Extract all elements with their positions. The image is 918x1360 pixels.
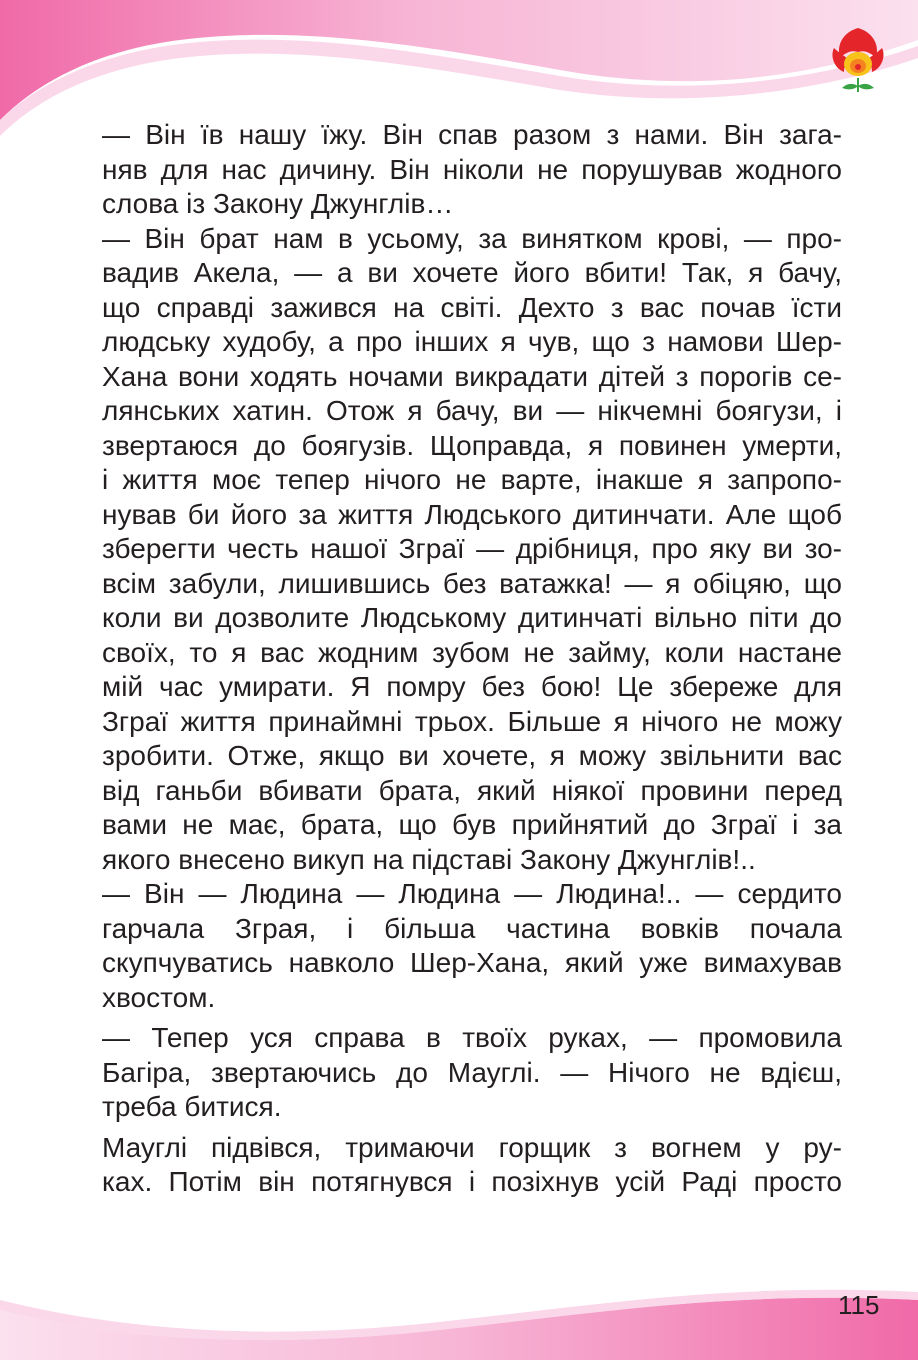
text-line: зберегти честь нашої Зграї — дрібниця, про яку ви зо-: [102, 533, 842, 564]
text-line: — Тепер уся справа в твоїх руках, — промовила: [102, 1022, 842, 1053]
text-line: людську худобу, а про інших я чув, що з намови Шер-: [102, 326, 842, 357]
text-line: і життя моє тепер нічого не варте, інакше я запропо-: [102, 464, 842, 495]
paragraph-5: [74, 1131, 842, 1200]
text-line: від ганьби вбивати брата, який ніякої провини перед: [102, 774, 842, 806]
page-number: 115: [838, 1290, 880, 1320]
text-line: мій час умирати. Я помру без бою! Це збереже для: [102, 671, 842, 702]
text-line: Зграї життя принаймні трьох. Більше я нічого не можу: [102, 705, 842, 737]
text-line: — Він — Людина — Людина — Людина!.. — сердито: [102, 878, 842, 909]
text-line: Хана вони ходять ночами викрадати дітей з порогів се-: [102, 360, 842, 392]
text-line: зробити. Отже, якщо ви хочете, я можу звільнити вас: [102, 740, 842, 771]
text-line: коли ви дозволите Людському дитинчаті вільно піти до: [102, 602, 842, 633]
text-line: Багіра, звертаючись до Мауглі. — Нічого не вдієш,: [102, 1056, 842, 1088]
text-line: лянських хатин. Отож я бачу, ви — нікчемні боягузи, і: [102, 395, 842, 426]
text-line: скупчуватись навколо Шер-Хана, який уже вимахував: [102, 947, 842, 978]
text-line: ках. Потім він потягнувся і позіхнув усій Раді просто: [102, 1166, 842, 1197]
text-line: звертаюся до боягузів. Щоправда, я повинен умерти,: [102, 429, 842, 461]
text-line: що справді зажився на світі. Дехто з вас почав їсти: [102, 291, 842, 323]
text-line: слова із Закону Джунглів…: [102, 188, 454, 219]
text-line: всім забули, лишившись без ватажка! — я обіцяю, що: [102, 567, 842, 599]
text-line: своїх, то я вас жодним зубом не займу, коли настане: [102, 636, 842, 668]
story-text: [74, 118, 842, 1200]
text-line: треба битися.: [102, 1091, 282, 1122]
paragraph-4: [74, 1021, 842, 1125]
paragraph-1: [74, 118, 842, 222]
text-line: хвостом.: [102, 981, 216, 1013]
text-line: — Він їв нашу їжу. Він спав разом з нами. Він зага-: [102, 119, 842, 150]
text-line: нував би його за життя Людського дитинчати. Але щоб: [102, 498, 842, 530]
text-line: якого внесено викуп на підставі Закону Джунглів!..: [102, 843, 756, 875]
text-line: гарчала Зграя, і більша частина вовків почала: [102, 912, 842, 944]
text-line: няв для нас дичину. Він ніколи не порушував жодного: [102, 153, 842, 185]
text-line: вами не має, брата, що був прийнятий до Зграї і за: [102, 809, 842, 840]
text-line: вадив Акела, — а ви хочете його вбити! Так, я бачу,: [102, 257, 842, 288]
text-line: Мауглі підвівся, тримаючи горщик з вогнем у ру-: [102, 1131, 842, 1163]
bottom-wave-decoration: [0, 1270, 918, 1360]
paragraph-3: [74, 877, 842, 1015]
folk-flower-ornament-icon: [826, 22, 890, 98]
paragraph-2: [74, 222, 842, 878]
text-line: — Він брат нам в усьому, за винятком крові, — про-: [102, 222, 842, 254]
